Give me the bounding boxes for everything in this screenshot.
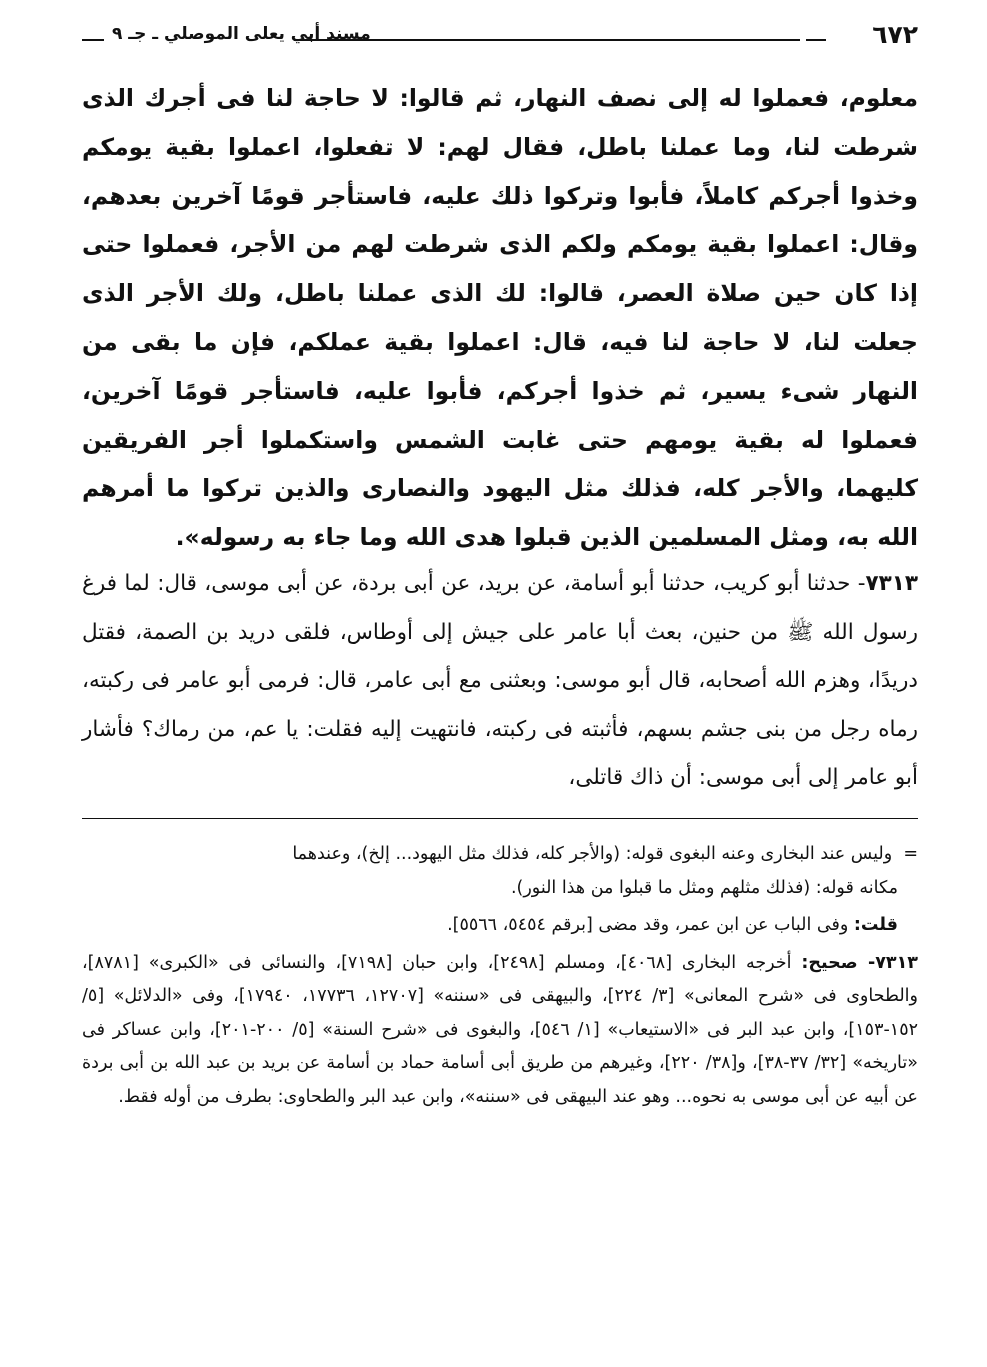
footnote-continuation-line1: وليس عند البخارى وعنه البغوى قوله: (والأجر كله، فذلك مثل اليهود... إلخ)، وعندهما [292,844,893,864]
page-number: ٦٧٢ [872,20,918,49]
page-header [82,18,918,58]
hadith-continuation-text: معلوم، فعملوا له إلى نصف النهار، ثم قالوا: لا حاجة لنا فى أجرك الذى شرطت لنا، وما عملنا باطل، فقال لهم: لا تفعلوا، اعملوا بقية يومكم وخذوا أجركم كاملاً، فأبوا وتركوا ذلك عليه، فاستأجر قومًا آخرين بعدهم، وقال: اعملوا بقية يومكم ولكم الذى شرطت لهم من الأجر، فعملوا حتى إذا كان حين صلاة العصر، قالوا: لك الذى عملنا باطل، ولك الأجر الذى جعلت لنا، لا حاجة لنا فيه، قال: اعملوا بقية عملكم، فإن ما بقى من النهار شىء يسير، ثم خذوا أجركم، فأبوا عليه، فاستأجر قومًا آخرين، فعملوا له بقية يومهم حتى غابت الشمس واستكملوا أجر الفريقين كليهما، والأجر كله، فذلك مثل اليهود والنصارى والذين تركوا ما أمرهم الله به، ومثل المسلمين الذين قبلوا هدى الله وما جاء به رسوله». [82,84,918,552]
footnote-continuation-marker: = [903,844,918,864]
header-dash-right [806,39,826,41]
footnote-takhrij-label: ٧٣١٣- صحيح: [801,952,918,973]
hadith-7313 [82,560,918,803]
footnote-note-label: قلت: [853,915,898,935]
footnote-continuation [82,838,918,905]
footnotes [82,838,918,1114]
hadith-number: ٧٣١٣ [865,571,918,596]
footnote-takhrij-text: أخرجه البخارى [٤٠٦٨]، ومسلم [٢٤٩٨]، وابن حبان [٧١٩٨]، والنسائى فى «الكبرى» [٨٧٨١]، والطحاوى فى «شرح المعانى» [٣/ ٢٢٤]، والبيهقى فى «سننه» [١٢٧٠٧، ١٧٧٣٦، ١٧٩٤٠]، وفى «الدلائل» [٥/ ١٥٢-١٥٣]، وابن عبد البر فى «الاستيعاب» [١/ ٥٤٦]، والبغوى فى «شرح السنة» [٥/ ٢٠٠-٢٠١]، وابن عساكر فى «تاريخه» [٣٢/ ٣٧-٣٨]، و[٣٨/ ٢٢٠]، وغيرهم من طريق أبى أسامة حماد بن أسامة عن بريد بن عبد الله بن أبى بردة عن أبيه عن أبى موسى به نحوه... وهو عند البيهقى فى «سننه»، وابن عبد البر والطحاوى: بطرف من أوله فقط. [82,952,918,1107]
footnote-note-text: وفى الباب عن ابن عمر، وقد مضى [برقم ٥٤٥٤، ٥٥٦٦]. [447,915,849,935]
running-title: مسند أبي يعلى الموصلي ـ جـ ٩ [112,24,371,44]
footnote-takhrij-7313 [82,947,918,1115]
hadith-text: - حدثنا أبو كريب، حدثنا أبو أسامة، عن بريد، عن أبى بردة، عن أبى موسى، قال: لما فرغ رسول الله ﷺ من حنين، بعث أبا عامر على جيش إلى أوطاس، فلقى دريد بن الصمة، فقتل دريدًا، وهزم الله أصحابه، قال أبو موسى: وبعثنى مع أبى عامر، قال: فرمى أبو عامر فى ركبته، رماه رجل من بنى جشم بسهم، فأثبته فى ركبته، فانتهيت إليه فقلت: يا عم، من رماك؟ فأشار أبو عامر إلى أبى موسى: أن ذاك قاتلى، [82,571,918,790]
header-dash-left [82,39,104,41]
footnote-continuation-line2: مكانه قوله: (فذلك مثلهم ومثل ما قبلوا من هذا النور). [510,877,898,898]
footnote-separator [82,818,918,819]
footnote-note [82,909,918,943]
